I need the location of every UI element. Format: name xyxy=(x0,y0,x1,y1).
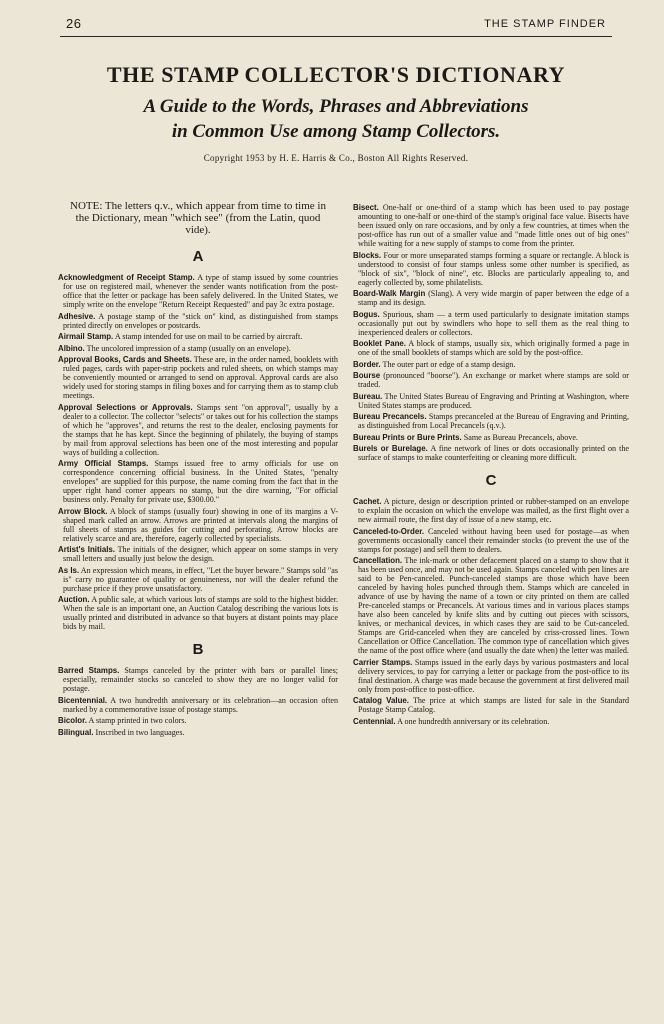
dictionary-entry xyxy=(353,371,629,389)
dictionary-entry xyxy=(58,728,338,737)
dictionary-entry xyxy=(58,312,338,330)
entry-term: Centennial. xyxy=(353,716,396,726)
entry-term: Bureau. xyxy=(353,391,383,401)
dictionary-entry xyxy=(58,403,338,457)
entry-definition: A fine network of lines or dots occasionally printed on the surface of stamps to make counterfeiting or cleaning more difficult. xyxy=(358,444,629,462)
dictionary-entry xyxy=(353,658,629,694)
dictionary-entry xyxy=(353,251,629,287)
dictionary-entry xyxy=(353,412,629,430)
entry-term: Arrow Block. xyxy=(58,506,108,516)
entry-term: Artist's Initials. xyxy=(58,545,115,554)
entry-term: As Is. xyxy=(58,565,80,575)
page-subtitle xyxy=(60,94,612,144)
dictionary-entry xyxy=(58,273,338,309)
subtitle-line-1: A Guide to the Words, Phrases and Abbreviations xyxy=(143,96,529,117)
entry-definition: Canceled without having been used for postage—as when governments occasionally cancel their remainder stocks (to prevent the use of the stamps for postage) and sell them to dealers. xyxy=(358,526,629,554)
entries-c xyxy=(353,497,629,726)
section-heading-a: A xyxy=(192,248,204,265)
entry-term: Bicolor. xyxy=(58,716,87,725)
dictionary-entry xyxy=(353,696,629,714)
entries-a xyxy=(58,273,338,631)
entry-term: Border. xyxy=(353,359,381,369)
entry-term: Bilingual. xyxy=(58,727,94,737)
running-title: THE STAMP FINDER xyxy=(484,18,606,30)
entry-definition: Spurious, sham — a term used particularly to designate imitation stamps occasionally put out by swindlers who hope to sell them as the real thing to inexperienced dealers or collectors. xyxy=(358,309,629,337)
entry-term: Canceled-to-Order. xyxy=(353,526,425,536)
entry-definition: A one hundredth anniversary or its celebration. xyxy=(397,716,550,726)
entry-definition: A type of stamp issued by some countries for use on registered mail, whenever the sender wants notification from the post-office that the letter or package has been safely delivered. In the United States, we simply write on the envelope "Return Receipt Requested" and pay 3c extra postage. xyxy=(63,273,338,309)
entry-term: Airmail Stamp. xyxy=(58,332,114,341)
entry-definition: Inscribed in two languages. xyxy=(95,727,185,737)
dictionary-entry xyxy=(58,332,338,341)
entry-term: Bourse xyxy=(353,371,381,380)
dictionary-entry xyxy=(58,716,338,725)
note-paragraph: NOTE: The letters q.v., which appear from time to time in the Dictionary, mean "which see" (from the Latin, quod vide). xyxy=(70,200,326,236)
dictionary-entry xyxy=(353,497,629,524)
dictionary-entry xyxy=(58,595,338,631)
entry-definition: Same as Bureau Precancels, above. xyxy=(463,432,578,442)
dictionary-entry xyxy=(58,344,338,353)
entry-definition: Stamps issued free to army officials for use on correspondence concerning official business. In the United States, "penalty envelopes" are supplied for this purpose, the name coming from the fact that in the upper right hand corner appears no stamp, but the dire warning, "For official business only. Penalty for private use, $300.00." xyxy=(63,459,338,504)
entry-definition: Stamps sent "on approval", usually by a dealer to a collector. The collector "selects" or takes out for his collection the stamps of which he "approves", and returns the rest to the dealer, enclosing payments for the stamps that he has kept. Since the beginning of philately, the buying of stamps by mail from approval selections has been one of the most interesting and popular ways of building a collection. xyxy=(63,402,338,457)
subtitle-line-2: in Common Use among Stamp Collectors. xyxy=(171,121,501,142)
copyright-line: Copyright 1953 by H. E. Harris & Co., Boston All Rights Reserved. xyxy=(203,153,469,163)
entry-definition: A block of stamps (usually four) showing in one of its margins a V-shaped mark called an arrow. Arrows are printed at intervals along the margins of full sheets of stamps as guides for cutting and perforating. Arrow blocks are relatively scarce and are, therefore, eagerly collected by specialists. xyxy=(63,506,338,543)
dictionary-entry xyxy=(353,556,629,655)
entry-definition: The uncolored impression of a stamp (usually on an envelope). xyxy=(86,343,291,353)
dictionary-entry xyxy=(353,289,629,307)
entries-b-right xyxy=(353,203,629,462)
entry-term: Approval Selections or Approvals. xyxy=(58,402,193,412)
dictionary-entry xyxy=(58,355,338,400)
entry-definition: A two hundredth anniversary or its celebration—an occasion often marked by a commemorative issue of postage stamps. xyxy=(63,695,338,714)
entries-b-left xyxy=(58,666,338,737)
entry-definition: An expression which means, in effect, "Let the buyer beware." Stamps sold "as is" carry no guarantee of quality or genuineness, nor will the dealer refund the purchase price if they prove unsatisfactory. xyxy=(63,565,338,593)
entry-definition: The outer part or edge of a stamp design. xyxy=(382,359,516,369)
dictionary-entry xyxy=(353,433,629,442)
entry-definition: These are, in the order named, booklets with ruled pages, cards with paper-strip pockets and ruled sheets, on which stamps may be conveniently mounted or arranged to send on approval. Approval cards are also widely used for storing stamps in filing boxes and for carrying them as to stamp club meetings. xyxy=(63,355,338,400)
entry-term: Catalog Value. xyxy=(353,696,409,705)
entry-term: Army Official Stamps. xyxy=(58,459,149,468)
dictionary-entry xyxy=(353,203,629,248)
entry-definition: A postage stamp of the "stick on" kind, as distinguished from stamps printed directly on envelopes or postcards. xyxy=(63,311,338,330)
entry-term: Bicentennial. xyxy=(58,695,108,705)
dictionary-entry xyxy=(353,444,629,462)
entry-term: Auction. xyxy=(58,595,90,604)
entry-definition: A stamp printed in two colors. xyxy=(88,716,187,725)
dictionary-entry xyxy=(353,717,629,726)
entry-term: Blocks. xyxy=(353,250,382,260)
page-number: 26 xyxy=(66,16,82,31)
entry-term: Bureau Precancels. xyxy=(353,412,427,421)
entry-definition: Stamps issued in the early days by various postmasters and local delivery services, to pay for carrying a letter or package from the post-office to its final destination. A charge was made because the government at first delivered mail only from post-office to post-office. xyxy=(358,657,629,694)
right-column xyxy=(353,203,629,984)
entry-definition: The price at which stamps are listed for sale in the Standard Postage Stamp Catalog. xyxy=(358,696,629,714)
entry-definition: A public sale, at which various lots of stamps are sold to the highest bidder. When the sale is an important one, an Auction Catalog describing the various lots is usually printed and distributed in advance so that buyers at distant points may place bids by mail. xyxy=(63,595,338,631)
page-title: THE STAMP COLLECTOR'S DICTIONARY xyxy=(106,62,566,87)
dictionary-entry xyxy=(58,459,338,504)
entry-term: Burels or Burelage. xyxy=(353,444,428,453)
entry-term: Cachet. xyxy=(353,497,382,506)
entry-definition: One-half or one-third of a stamp which has been used to pay postage amounting to one-half or one-third of the stamp's original face value. Bisects have been issued only on rare occasions, and by only a few countries, at times when the post-office has run out of a smaller value and "made little ones out of big ones" while waiting for a new supply of stamps to come from the printer. xyxy=(358,203,629,248)
entry-definition: The United States Bureau of Engraving and Printing at Washington, where United States stamps are produced. xyxy=(358,391,629,410)
entry-term: Cancellation. xyxy=(353,556,403,565)
header-rule xyxy=(60,36,612,37)
dictionary-entry xyxy=(353,310,629,337)
entry-term: Bisect. xyxy=(353,203,379,212)
entry-term: Booklet Pane. xyxy=(353,339,407,348)
entry-term: Bureau Prints or Bure Prints. xyxy=(353,432,462,442)
left-column xyxy=(58,200,338,984)
dictionary-entry xyxy=(58,696,338,714)
entry-definition: A stamp intended for use on mail to be carried by aircraft. xyxy=(114,332,303,341)
entry-term: Approval Books, Cards and Sheets. xyxy=(58,355,192,364)
entry-term: Bogus. xyxy=(353,309,380,319)
section-heading-b: B xyxy=(192,641,204,658)
dictionary-entry xyxy=(353,339,629,357)
entry-definition: Stamps precanceled at the Bureau of Engraving and Printing, as distinguished from Local Precancels (q.v.). xyxy=(358,412,629,430)
entry-definition: A block of stamps, usually six, which originally formed a page in one of the small booklets of stamps which are sold by the post-office. xyxy=(358,339,629,357)
entry-definition: (Slang). A very wide margin of paper between the edge of a stamp and its design. xyxy=(358,289,629,307)
dictionary-entry xyxy=(58,507,338,543)
entry-definition: Stamps canceled by the printer with bars or parallel lines; especially, remainder stocks so canceled to show they are no longer valid for postage. xyxy=(63,666,338,693)
entry-term: Albino. xyxy=(58,343,85,353)
entry-term: Acknowledgment of Receipt Stamp. xyxy=(58,273,195,282)
entry-definition: The ink-mark or other defacement placed on a stamp to show that it has been used once, and may not be used again. Stamps canceled with pen lines are said to be Pen-canceled. Punch-canceled stamps are those which have been canceled by having holes punched through them. Stamps which are canceled in advance of use by having the name of a town or city printed on them are called Pre-canceled stamps or Precancels. At various times and in various places stamps have also been canceled by knife slits and by cutting out pieces with scissors, knives, or mechanical devices, in which cases they are said to be Cut-canceled. Stamps are Grid-canceled when they are canceled by criss-crossed lines. Town Cancellation or Office Cancellation. The common type of cancellation which gives the name of the post office where (and usually the date when) the letter was mailed. xyxy=(358,556,629,655)
dictionary-entry xyxy=(58,666,338,693)
dictionary-entry xyxy=(353,527,629,554)
dictionary-entry xyxy=(353,392,629,410)
entry-term: Adhesive. xyxy=(58,311,96,321)
dictionary-entry xyxy=(58,545,338,563)
dictionary-entry xyxy=(58,566,338,593)
entry-term: Barred Stamps. xyxy=(58,666,120,675)
entry-definition: The initials of the designer, which appear on some stamps in very small letters and usually just below the design. xyxy=(63,545,338,563)
entry-term: Board-Walk Margin xyxy=(353,289,426,298)
entry-term: Carrier Stamps. xyxy=(353,657,413,667)
section-heading-c: C xyxy=(485,472,497,489)
entry-definition: Four or more unseparated stamps forming a square or rectangle. A block is understood to consist of four stamps unless some other number is specified, as "block of six", "block of nine", etc. Blocks are particularly appealing to, and eagerly collected by, some philatelists. xyxy=(358,250,629,287)
entry-definition: (pronounced "boorse"). An exchange or market where stamps are sold or traded. xyxy=(358,371,629,389)
entry-definition: A picture, design or description printed or rubber-stamped on an envelope to explain the occasion on which the envelope was mailed, as the first flight over a new airmail route, the first day of issue of a new stamp, etc. xyxy=(358,497,629,524)
dictionary-entry xyxy=(353,360,629,369)
